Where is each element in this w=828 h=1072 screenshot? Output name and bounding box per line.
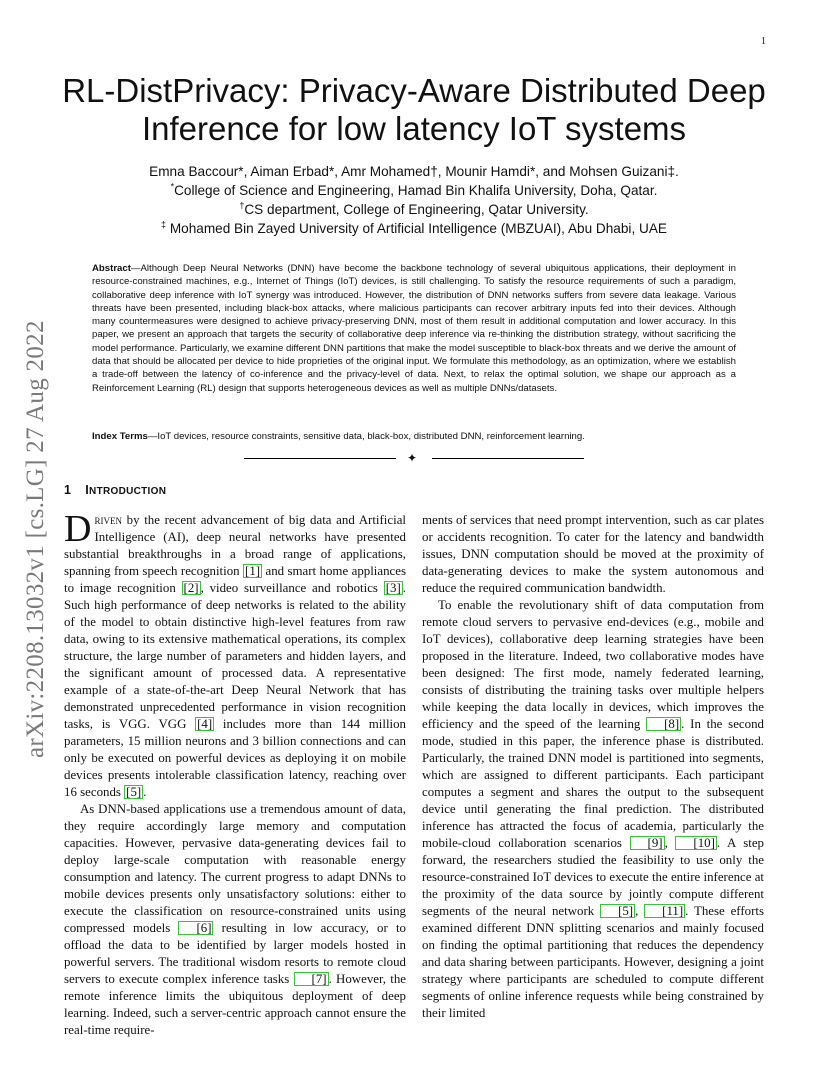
drop-cap: D <box>64 508 92 550</box>
citation-link[interactable]: [11] <box>644 904 685 918</box>
paragraph: As DNN-based applications use a tremendous amount of data, they require accordingly large memory and computation capacities. However, pervasive data-generating devices fail to deploy large-scale computation with reasonable energy consumption and latency. The current progress to adapt DNNs to mobile devices presents only unsatisfactory solutions: either to execute the classification on resource-constrained units using compressed models [6] resulting in low accuracy, or to offload the data to be identified by larger models hosted in powerful servers. The traditional wisdom resorts to remote cloud servers to execute complex inference tasks [7] . However, the remote inference limits the ubiquitous deployment of deep learning. Indeed, such a server-centric approach cannot ensure the real-time require- <box>64 802 406 1037</box>
citation-link[interactable]: [8] <box>646 717 681 731</box>
arxiv-identifier-stamp: arXiv:2208.13032v1 [cs.LG] 27 Aug 2022 <box>22 320 49 758</box>
author-names: Emna Baccour*, Aiman Erbad*, Amr Mohamed†, Mounir Hamdi*, and Mohsen Guizani‡. <box>149 164 679 179</box>
paragraph: Driven by the recent advancement of big data and Artificial Intelligence (AI), deep neural networks have presented substantial breakthroughs in a broad range of applications, spanning from speech recognition [1] and smart home appliances to image recognition [2] , video surveillance and robotics [3] . Such high performance of deep networks is related to the ability of the model to obtain distinctive high-level features from raw data, owing to its extensive mathematical operations, its complex structure, the large number of parameters and hidden layers, and the significant amount of processed data. A representative example of a state-of-the-art Deep Neural Network that has demonstrated unprecedented performance in vision recognition tasks, is VGG. VGG [4] includes more than 144 million parameters, 15 million neurons and 3 billion connections and can only be executed on powerful devices as deploying it on mobile devices presents intolerable classification latency, reaching over 16 seconds [5] . <box>64 508 406 799</box>
citation-link[interactable]: [6] <box>178 921 213 935</box>
section-number: 1 <box>64 483 72 497</box>
abstract <box>92 262 736 395</box>
abstract-text: —Although Deep Neural Networks (DNN) have become the backbone technology of several ubiquitous applications, their deployment in resource-constrained machines, e.g., Internet of Things (IoT) devices, is still challenging. To satisfy the resource requirements of such a paradigm, collaborative deep inference with IoT synergy was introduced. However, the distribution of DNN networks suffers from severe data leakage. Various threats have been presented, including black-box attacks, where malicious participants can recover arbitrary inputs fed into their devices. Although many countermeasures were designed to achieve privacy-preserving DNN, most of them result in additional computation and lower accuracy. In this paper, we present an approach that targets the security of collaborative deep inference via re-thinking the distribution strategy, without sacrificing the model performance. Particularly, we examine different DNN partitions that make the model susceptible to black-box threats and we derive the amount of data that should be allocated per device to hide proprieties of the original input. We formulate this methodology, as an optimization, where we establish a trade-off between the latency of co-inference and the privacy-level of data. Next, to relax the optimal solution, we shape our approach as a Reinforcement Learning (RL) design that supports heterogeneous devices as well as multiple DNNs/datasets. <box>92 263 736 394</box>
affiliation-3: ‡ Mohamed Bin Zayed University of Artificial Intelligence (MBZUAI), Abu Dhabi, UAE <box>161 219 667 236</box>
citation-link[interactable]: [3] <box>385 581 401 595</box>
abstract-label: Abstract <box>92 263 131 274</box>
citation-link[interactable]: [1] <box>245 564 261 578</box>
citation-link[interactable]: [5] <box>126 785 142 799</box>
citation-link[interactable]: [4] <box>197 717 213 731</box>
index-terms-text: —IoT devices, resource constraints, sensitive data, black-box, distributed DNN, reinforcement learning. <box>147 431 585 442</box>
paper-title <box>60 72 768 148</box>
paragraph: ments of services that need prompt intervention, such as car plates or accidents recognition. To cater for the latency and bandwidth issues, DNN computation should be moved at the proximity of data-generating devices to make the system autonomous and reduce the required communication bandwidth. <box>422 513 764 595</box>
section-title-rest: NTRODUCTION <box>89 486 167 497</box>
affiliation-2: †CS department, College of Engineering, Qatar University. <box>239 200 589 217</box>
author-block <box>60 162 768 238</box>
affiliation-1: *College of Science and Engineering, Hamad Bin Khalifa University, Doha, Qatar. <box>170 181 658 198</box>
citation-link[interactable]: [7] <box>294 972 329 986</box>
citation-link[interactable]: [10] <box>675 836 716 850</box>
section-heading <box>64 483 166 497</box>
citation-link[interactable]: [5] <box>600 904 635 918</box>
page-number: 1 <box>761 36 766 47</box>
index-terms-label: Index Terms <box>92 431 148 442</box>
divider-line-right <box>432 458 584 459</box>
citation-link[interactable]: [2] <box>183 581 199 595</box>
section-divider <box>244 452 584 464</box>
paragraph: To enable the revolutionary shift of data computation from remote cloud servers to pervasive end-devices (e.g., mobile and IoT devices), collaborative deep learning strategies have been proposed in the literature. Indeed, two collaborative modes have been designed: The first mode, namely federated learning, consists of distributing the training tasks over multiple helpers while keeping the data locally in devices, which improves the efficiency and the speed of the learning [8] . In the second mode, studied in this paper, the inference phase is distributed. Particularly, the trained DNN model is partitioned into segments, which are assigned to different participants. Each participant computes a segment and shares the output to the subsequent device until generating the final prediction. The distributed inference has attracted the focus of academia, particularly the mobile-cloud collaboration scenarios [9] , [10] . A step forward, the researchers studied the feasibility to use only the resource-constrained IoT devices to execute the entire inference at the proximity of the data source by jointly compute different segments of the neural network [5] , [11] . These efforts examined different DNN splitting scenarios and mainly focused on finding the optimal partitioning that reduces the dependency and data sharing between participants. However, designing a joint strategy where participants are scheduled to compute different segments of online inference requests while being constrained by their limited <box>422 598 765 1020</box>
title-line-1: RL-DistPrivacy: Privacy-Aware Distributed Deep <box>62 72 766 109</box>
title-line-2: Inference for low latency IoT systems <box>141 110 687 147</box>
divider-line-left <box>244 458 396 459</box>
citation-link[interactable]: [9] <box>630 836 665 850</box>
section-title-initial: I <box>85 483 90 497</box>
index-terms <box>92 430 736 443</box>
divider-diamond-icon: ✦ <box>407 451 418 465</box>
body-column-left <box>64 508 406 1039</box>
lead-word: riven <box>94 513 122 527</box>
body-column-right <box>422 512 764 1022</box>
